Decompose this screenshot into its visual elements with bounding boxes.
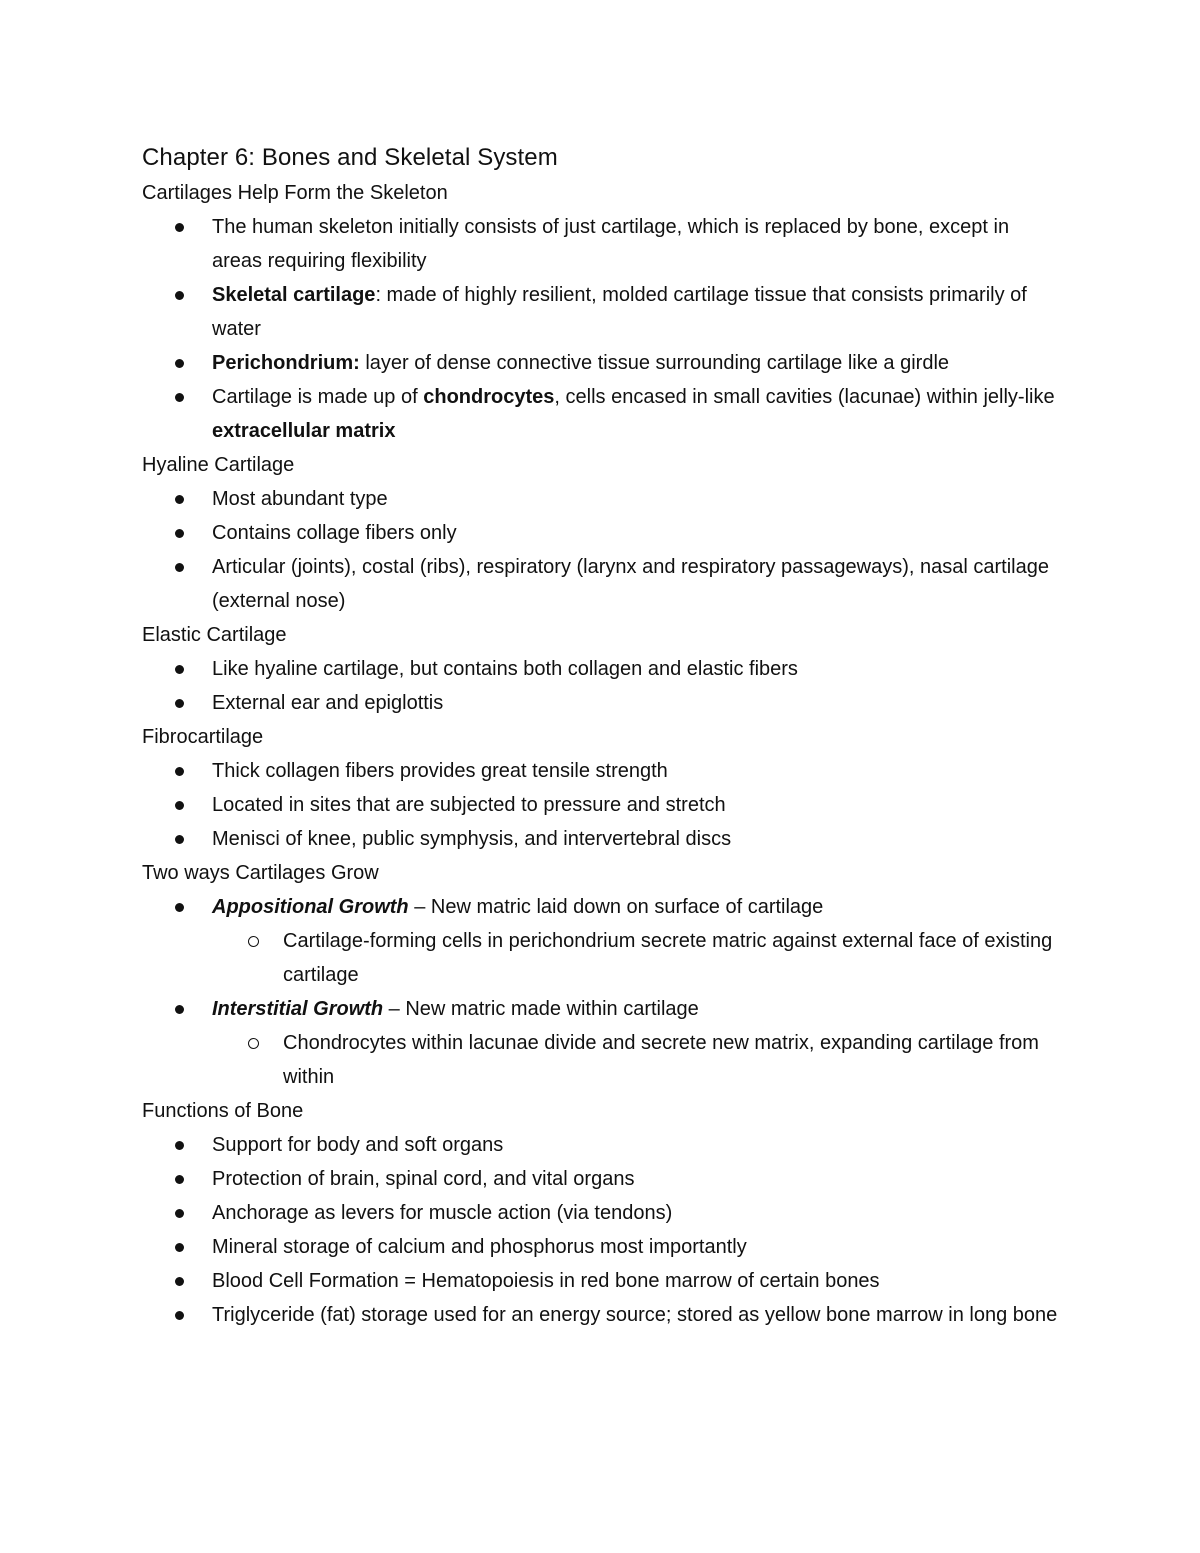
list-item xyxy=(142,550,1062,618)
section-heading: Elastic Cartilage xyxy=(142,624,287,646)
list-item xyxy=(142,380,1062,448)
list-item xyxy=(142,516,1062,550)
list-item-text: , cells encased in small cavities (lacunae) within jelly-like xyxy=(554,386,1055,408)
list-item-text: – New matric made within cartilage xyxy=(383,998,699,1020)
list-item-text: Triglyceride (fat) storage used for an energy source; stored as yellow bone marrow in long bone xyxy=(212,1304,1058,1326)
sub-list-item xyxy=(212,1026,1062,1094)
bullet-icon xyxy=(175,1005,184,1014)
list-item xyxy=(142,890,1062,992)
bullet-list xyxy=(142,652,1062,720)
section-hyaline xyxy=(142,448,1062,618)
bullet-icon xyxy=(175,563,184,572)
section-heading: Two ways Cartilages Grow xyxy=(142,862,379,884)
list-item-text: Most abundant type xyxy=(212,488,388,510)
list-item xyxy=(142,1298,1062,1332)
bullet-icon xyxy=(175,767,184,776)
list-item-text: Mineral storage of calcium and phosphorus most importantly xyxy=(212,1236,747,1258)
bullet-icon xyxy=(175,903,184,912)
section-growth xyxy=(142,856,1062,1094)
list-item-text: External ear and epiglottis xyxy=(212,692,444,714)
list-item xyxy=(142,1264,1062,1298)
term: chondrocytes xyxy=(423,386,555,408)
list-item xyxy=(142,754,1062,788)
section-heading: Functions of Bone xyxy=(142,1100,304,1122)
list-item xyxy=(142,686,1062,720)
bullet-list xyxy=(142,890,1062,1094)
bullet-icon xyxy=(175,835,184,844)
list-item xyxy=(142,992,1062,1094)
section-heading: Hyaline Cartilage xyxy=(142,454,295,476)
bullet-icon xyxy=(175,801,184,810)
list-item xyxy=(142,822,1062,856)
list-item-text: Like hyaline cartilage, but contains both collagen and elastic fibers xyxy=(212,658,798,680)
hollow-bullet-icon xyxy=(248,1038,259,1049)
bullet-icon xyxy=(175,1243,184,1252)
bullet-icon xyxy=(175,1175,184,1184)
bullet-icon xyxy=(175,1311,184,1320)
sub-list-item xyxy=(212,924,1062,992)
list-item xyxy=(142,1162,1062,1196)
list-item-text: Protection of brain, spinal cord, and vital organs xyxy=(212,1168,635,1190)
list-item-text: – New matric laid down on surface of cartilage xyxy=(408,896,824,918)
term: extracellular matrix xyxy=(212,420,396,442)
bullet-icon xyxy=(175,359,184,368)
list-item-text: : made of highly resilient, molded cartilage tissue that consists primarily of water xyxy=(212,284,1027,340)
bullet-list xyxy=(142,482,1062,618)
section-fibrocartilage xyxy=(142,720,1062,856)
hollow-bullet-icon xyxy=(248,936,259,947)
term: Perichondrium: xyxy=(212,352,360,374)
list-item-text: Menisci of knee, public symphysis, and intervertebral discs xyxy=(212,828,732,850)
list-item-text: The human skeleton initially consists of just cartilage, which is replaced by bone, except in areas requiring flexibility xyxy=(212,216,1010,272)
list-item-text: Blood Cell Formation = Hematopoiesis in red bone marrow of certain bones xyxy=(212,1270,880,1292)
term: Appositional Growth xyxy=(212,896,409,918)
list-item-text: Cartilage is made up of xyxy=(212,386,424,408)
bullet-icon xyxy=(175,291,184,300)
page-title: Chapter 6: Bones and Skeletal System xyxy=(142,144,558,171)
section-elastic xyxy=(142,618,1062,720)
sub-list-item-text: Chondrocytes within lacunae divide and secrete new matrix, expanding cartilage from within xyxy=(283,1032,1039,1088)
term: Skeletal cartilage xyxy=(212,284,376,306)
bullet-icon xyxy=(175,393,184,402)
section-heading: Cartilages Help Form the Skeleton xyxy=(142,182,448,204)
bullet-list xyxy=(142,210,1062,448)
bullet-icon xyxy=(175,495,184,504)
bullet-list xyxy=(142,754,1062,856)
list-item xyxy=(142,652,1062,686)
list-item xyxy=(142,210,1062,278)
list-item-text: Contains collage fibers only xyxy=(212,522,457,544)
term: Interstitial Growth xyxy=(212,998,384,1020)
list-item-text: Support for body and soft organs xyxy=(212,1134,504,1156)
list-item xyxy=(142,278,1062,346)
bullet-icon xyxy=(175,665,184,674)
list-item-text: Thick collagen fibers provides great tensile strength xyxy=(212,760,668,782)
document-page xyxy=(142,140,1062,1332)
bullet-icon xyxy=(175,1209,184,1218)
bullet-icon xyxy=(175,1277,184,1286)
bullet-icon xyxy=(175,699,184,708)
list-item-text: layer of dense connective tissue surrounding cartilage like a girdle xyxy=(359,352,950,374)
bullet-list xyxy=(142,1128,1062,1332)
list-item xyxy=(142,1196,1062,1230)
list-item-text: Anchorage as levers for muscle action (via tendons) xyxy=(212,1202,673,1224)
bullet-icon xyxy=(175,529,184,538)
list-item-text: Articular (joints), costal (ribs), respiratory (larynx and respiratory passageways), nasal cartilage (external nose) xyxy=(212,556,1049,612)
section-heading: Fibrocartilage xyxy=(142,726,264,748)
section-cartilages xyxy=(142,176,1062,448)
list-item xyxy=(142,1230,1062,1264)
list-item xyxy=(142,1128,1062,1162)
list-item xyxy=(142,482,1062,516)
section-functions xyxy=(142,1094,1062,1332)
list-item-text: Located in sites that are subjected to pressure and stretch xyxy=(212,794,726,816)
bullet-icon xyxy=(175,1141,184,1150)
list-item xyxy=(142,346,1062,380)
list-item xyxy=(142,788,1062,822)
sub-list xyxy=(212,924,1062,992)
bullet-icon xyxy=(175,223,184,232)
sub-list-item-text: Cartilage-forming cells in perichondrium secrete matric against external face of existing cartilage xyxy=(283,930,1053,986)
sub-list xyxy=(212,1026,1062,1094)
